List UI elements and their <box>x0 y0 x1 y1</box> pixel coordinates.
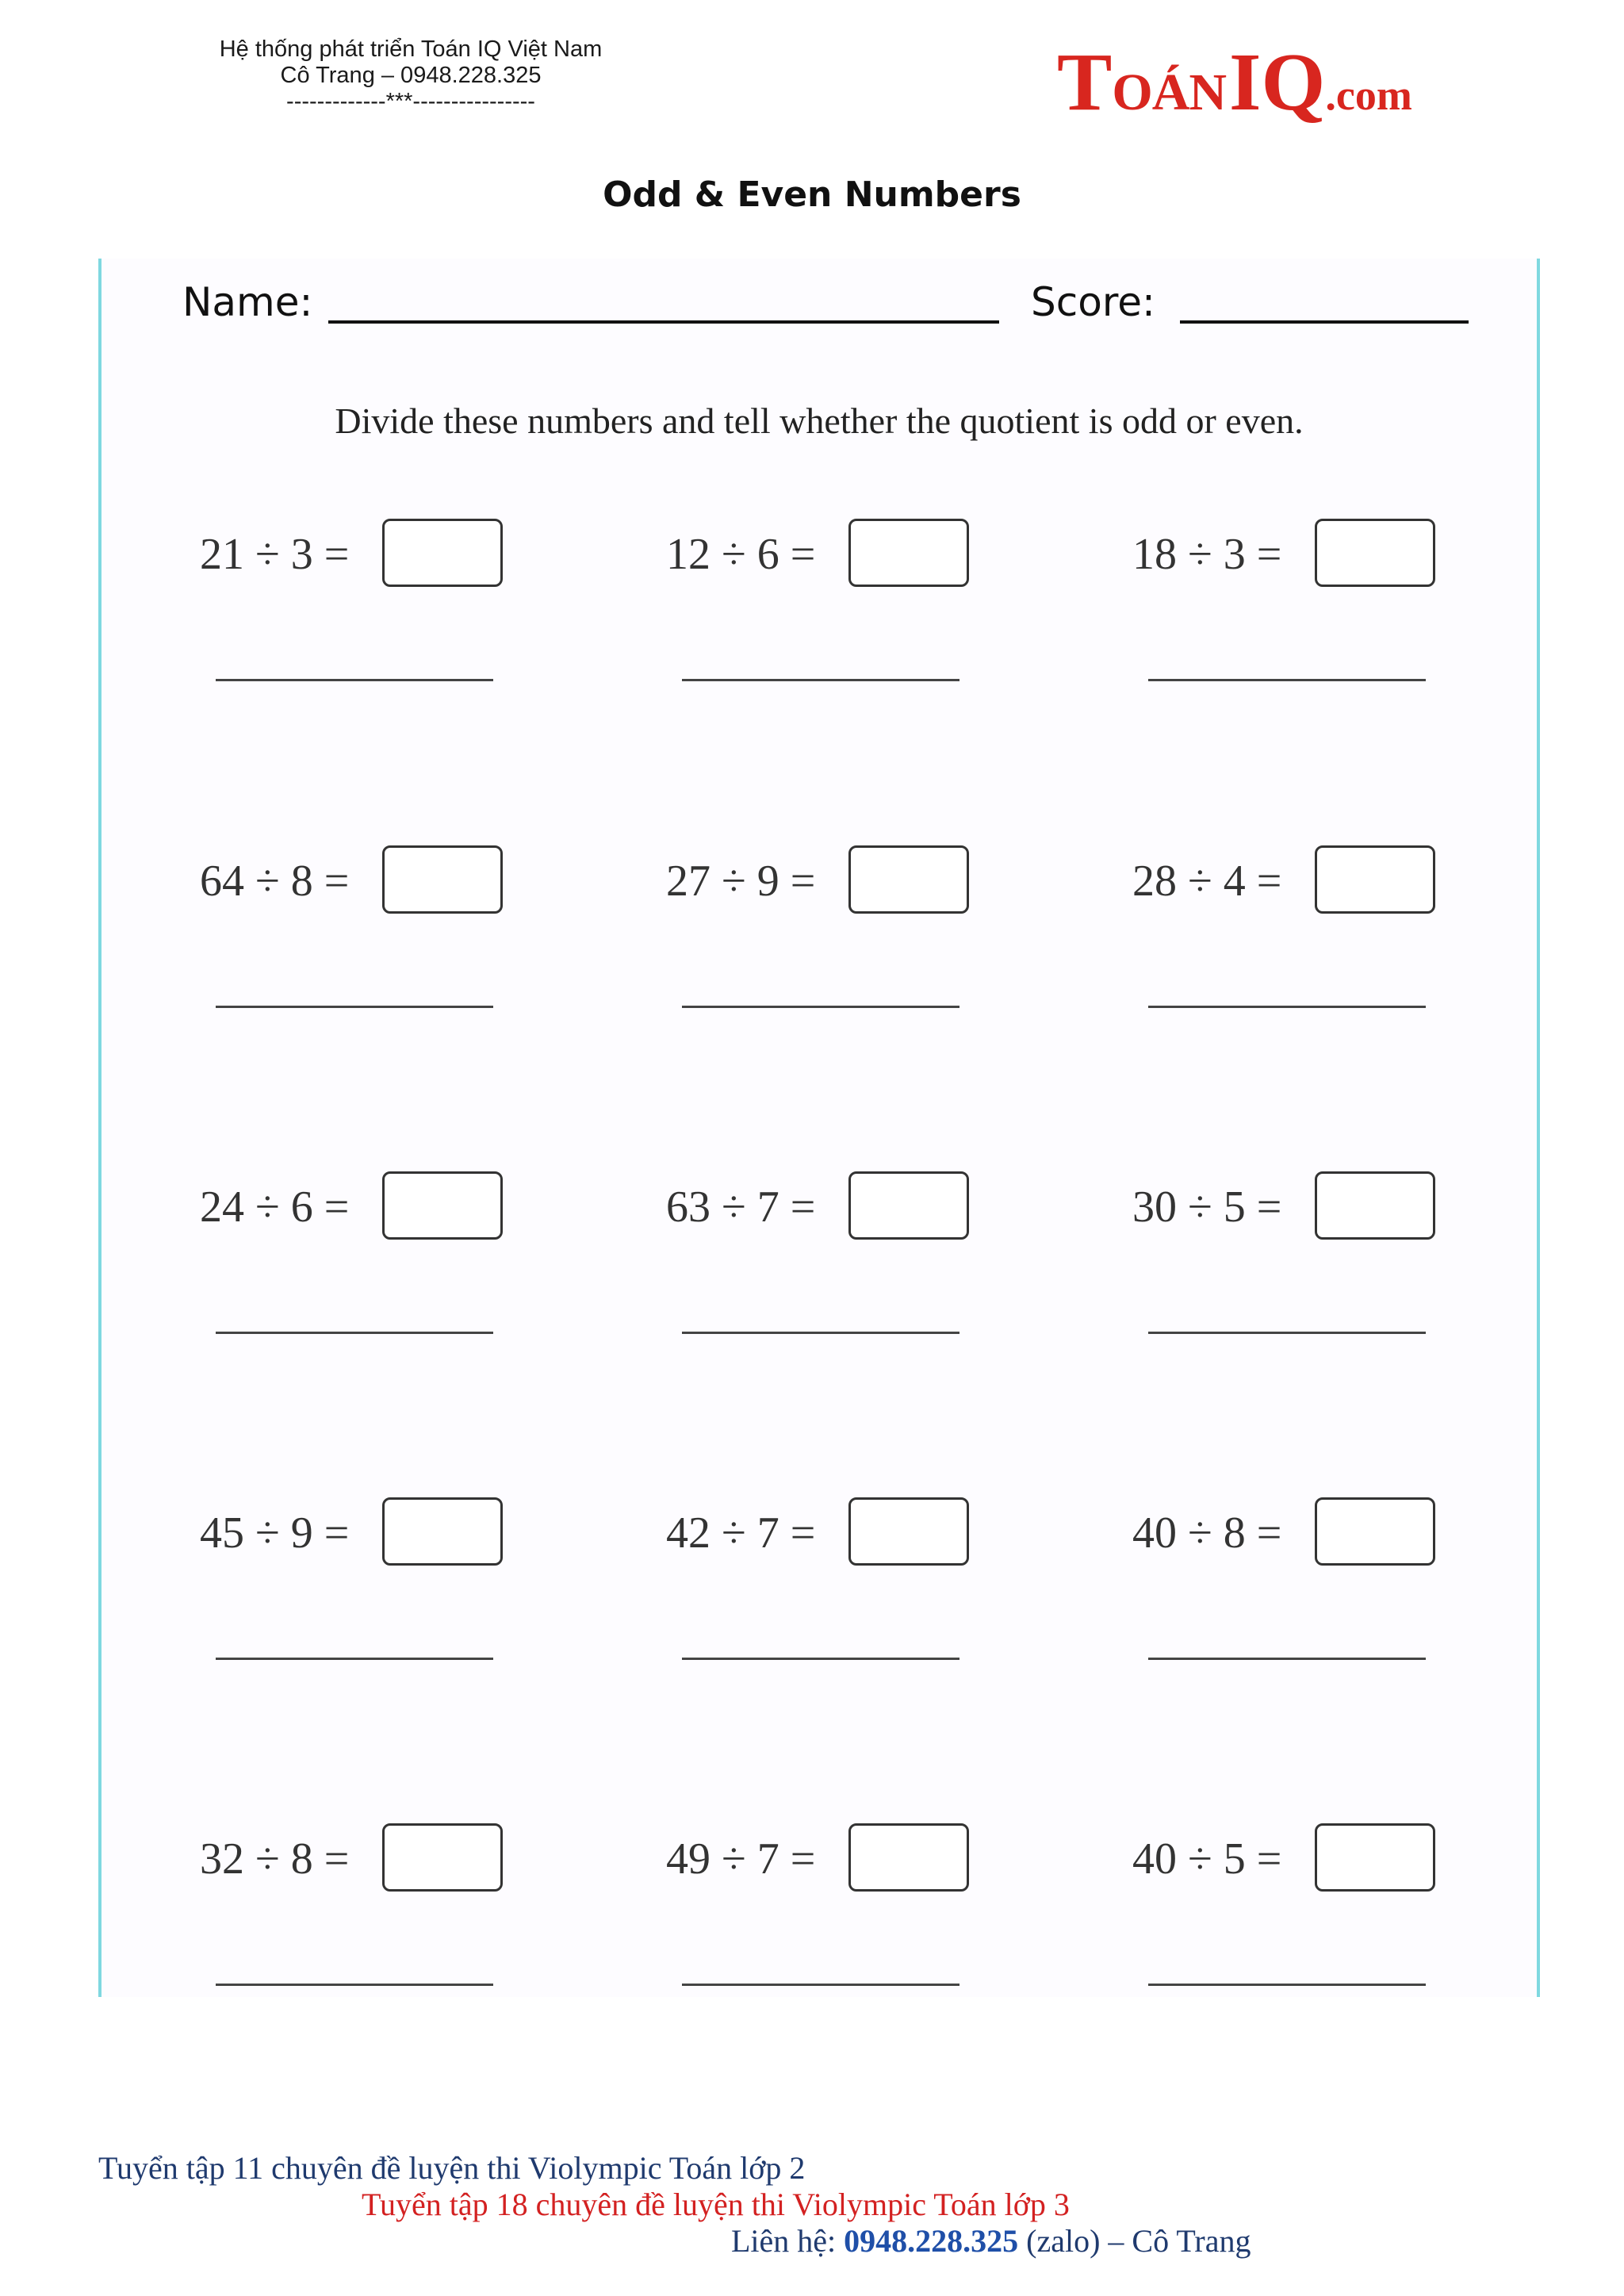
header-org-name: Hệ thống phát triển Toán IQ Việt Nam <box>219 36 603 62</box>
quotient-answer-box[interactable] <box>848 1823 969 1892</box>
division-problem <box>1132 845 1465 933</box>
footer-line-grade3: Tuyển tập 18 chuyên đề luyện thi Violympic Toán lớp 3 <box>362 2187 1070 2222</box>
quotient-answer-box[interactable] <box>1315 1823 1435 1892</box>
division-expression: 49 ÷ 7 = <box>666 1834 816 1884</box>
odd-even-answer-line[interactable] <box>216 1006 493 1008</box>
division-problem <box>1132 1171 1465 1259</box>
footer-line-grade2: Tuyển tập 11 chuyên đề luyện thi Violympic Toán lớp 2 <box>98 2150 806 2186</box>
quotient-answer-box[interactable] <box>382 1497 503 1566</box>
division-problem <box>200 519 533 606</box>
quotient-answer-box[interactable] <box>848 1171 969 1240</box>
division-problem <box>200 845 533 933</box>
division-expression: 45 ÷ 9 = <box>200 1508 350 1558</box>
division-problem <box>200 1497 533 1585</box>
odd-even-answer-line[interactable] <box>216 1332 493 1334</box>
division-expression: 24 ÷ 6 = <box>200 1182 350 1232</box>
division-problem <box>1132 1823 1465 1911</box>
division-expression: 18 ÷ 3 = <box>1132 530 1282 579</box>
division-expression: 64 ÷ 8 = <box>200 857 350 906</box>
logo-toaniq: TOÁN IQ.com <box>1057 36 1412 128</box>
odd-even-answer-line[interactable] <box>682 1984 959 1986</box>
quotient-answer-box[interactable] <box>382 519 503 587</box>
quotient-answer-box[interactable] <box>848 519 969 587</box>
quotient-answer-box[interactable] <box>1315 845 1435 914</box>
division-problem <box>200 1171 533 1259</box>
score-field[interactable] <box>1180 320 1469 324</box>
odd-even-answer-line[interactable] <box>1148 1984 1426 1986</box>
quotient-answer-box[interactable] <box>1315 1171 1435 1240</box>
instructions: Divide these numbers and tell whether the quotient is odd or even. <box>335 401 1304 441</box>
division-problem <box>666 1823 999 1911</box>
division-expression: 42 ÷ 7 = <box>666 1508 816 1558</box>
division-problem <box>666 845 999 933</box>
odd-even-answer-line[interactable] <box>1148 679 1426 681</box>
division-expression: 28 ÷ 4 = <box>1132 857 1282 906</box>
division-expression: 27 ÷ 9 = <box>666 857 816 906</box>
quotient-answer-box[interactable] <box>848 845 969 914</box>
division-problem <box>1132 1497 1465 1585</box>
worksheet-panel <box>98 259 1540 1997</box>
division-expression: 63 ÷ 7 = <box>666 1182 816 1232</box>
page-title: Odd & Even Numbers <box>603 174 1021 215</box>
name-label: Name: <box>182 279 313 325</box>
division-problem <box>666 1171 999 1259</box>
division-expression: 40 ÷ 5 = <box>1132 1834 1282 1884</box>
odd-even-answer-line[interactable] <box>1148 1006 1426 1008</box>
division-problem <box>200 1823 533 1911</box>
quotient-answer-box[interactable] <box>382 1823 503 1892</box>
quotient-answer-box[interactable] <box>382 1171 503 1240</box>
header-separator: -------------***---------------- <box>286 89 535 114</box>
header-contact: Cô Trang – 0948.228.325 <box>280 63 542 88</box>
division-expression: 40 ÷ 8 = <box>1132 1508 1282 1558</box>
footer-phone: 0948.228.325 <box>844 2223 1019 2259</box>
name-field[interactable] <box>328 320 999 324</box>
quotient-answer-box[interactable] <box>1315 519 1435 587</box>
odd-even-answer-line[interactable] <box>216 1984 493 1986</box>
odd-even-answer-line[interactable] <box>682 1332 959 1334</box>
score-label: Score: <box>1031 279 1155 325</box>
header-contact-block <box>159 36 663 115</box>
division-expression: 32 ÷ 8 = <box>200 1834 350 1884</box>
division-problem <box>666 1497 999 1585</box>
odd-even-answer-line[interactable] <box>216 679 493 681</box>
odd-even-answer-line[interactable] <box>216 1658 493 1660</box>
odd-even-answer-line[interactable] <box>682 1006 959 1008</box>
division-problem <box>1132 519 1465 606</box>
division-expression: 30 ÷ 5 = <box>1132 1182 1282 1232</box>
odd-even-answer-line[interactable] <box>682 1658 959 1660</box>
division-problem <box>666 519 999 606</box>
division-expression: 21 ÷ 3 = <box>200 530 350 579</box>
odd-even-answer-line[interactable] <box>682 679 959 681</box>
quotient-answer-box[interactable] <box>1315 1497 1435 1566</box>
division-expression: 12 ÷ 6 = <box>666 530 816 579</box>
odd-even-answer-line[interactable] <box>1148 1332 1426 1334</box>
footer-contact: Liên hệ: 0948.228.325 (zalo) – Cô Trang <box>731 2223 1251 2259</box>
footer <box>0 2141 1624 2268</box>
quotient-answer-box[interactable] <box>382 845 503 914</box>
odd-even-answer-line[interactable] <box>1148 1658 1426 1660</box>
quotient-answer-box[interactable] <box>848 1497 969 1566</box>
